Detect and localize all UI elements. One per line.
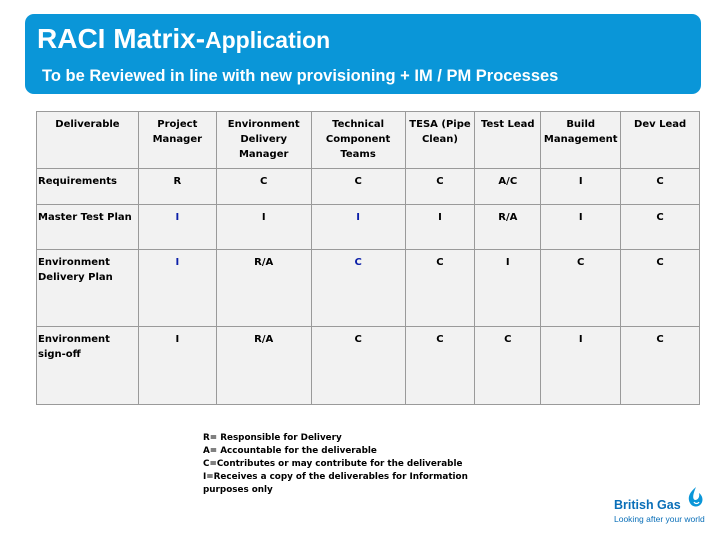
legend-item: R= Responsible for Delivery — [203, 433, 342, 443]
table-cell: C — [311, 250, 405, 327]
table-cell: R/A — [475, 205, 541, 250]
table-cell: I — [475, 250, 541, 327]
row-deliverable: Environment Delivery Plan — [37, 250, 139, 327]
table-cell: I — [138, 205, 216, 250]
legend-item: A= Accountable for the deliverable — [203, 446, 377, 456]
table-cell: R/A — [216, 327, 311, 405]
legend — [203, 432, 503, 497]
row-deliverable: Master Test Plan — [37, 205, 139, 250]
table-cell: A/C — [475, 169, 541, 205]
row-deliverable: Requirements — [37, 169, 139, 205]
table-row — [37, 327, 700, 405]
british-gas-logo — [614, 486, 714, 532]
table-cell: R — [138, 169, 216, 205]
col-header-deliverable: Deliverable — [37, 112, 139, 169]
table-cell: I — [138, 327, 216, 405]
header-row — [37, 112, 700, 169]
table-cell: I — [405, 205, 475, 250]
title-main: RACI Matrix- — [37, 23, 206, 54]
table-cell: C — [311, 169, 405, 205]
brand-tagline: Looking after your world — [614, 514, 705, 524]
table-row — [37, 169, 700, 205]
table-cell: C — [621, 205, 700, 250]
table-cell: C — [475, 327, 541, 405]
col-header-tesa: TESA (Pipe Clean) — [405, 112, 475, 169]
title-banner — [25, 14, 701, 94]
table-row — [37, 205, 700, 250]
page-title — [37, 23, 330, 56]
col-header-project-manager: Project Manager — [138, 112, 216, 169]
col-header-dev-lead: Dev Lead — [621, 112, 700, 169]
table-cell: C — [621, 327, 700, 405]
table-cell: C — [621, 169, 700, 205]
table-cell: C — [621, 250, 700, 327]
flame-icon — [684, 486, 706, 510]
page-subtitle: To be Reviewed in line with new provisioning + IM / PM Processes — [42, 67, 559, 85]
table-cell: C — [311, 327, 405, 405]
row-deliverable: Environment sign-off — [37, 327, 139, 405]
table-cell: I — [541, 327, 621, 405]
table-row — [37, 250, 700, 327]
title-sub: Application — [205, 27, 331, 53]
col-header-build-management: Build Management — [541, 112, 621, 169]
table-cell: C — [216, 169, 311, 205]
table-cell: C — [541, 250, 621, 327]
table-cell: I — [216, 205, 311, 250]
legend-item: I=Receives a copy of the deliverables for Information purposes only — [203, 472, 468, 495]
table-cell: C — [405, 169, 475, 205]
table-cell: R/A — [216, 250, 311, 327]
legend-item: C=Contributes or may contribute for the deliverable — [203, 459, 463, 469]
table-cell: I — [541, 205, 621, 250]
brand-name: British Gas — [614, 498, 681, 512]
table-cell: C — [405, 250, 475, 327]
table-cell: I — [311, 205, 405, 250]
table-cell: I — [541, 169, 621, 205]
raci-table — [36, 111, 700, 405]
table-cell: I — [138, 250, 216, 327]
table-cell: C — [405, 327, 475, 405]
col-header-environment-delivery-manager: Environment Delivery Manager — [216, 112, 311, 169]
col-header-technical-component-teams: Technical Component Teams — [311, 112, 405, 169]
col-header-test-lead: Test Lead — [475, 112, 541, 169]
